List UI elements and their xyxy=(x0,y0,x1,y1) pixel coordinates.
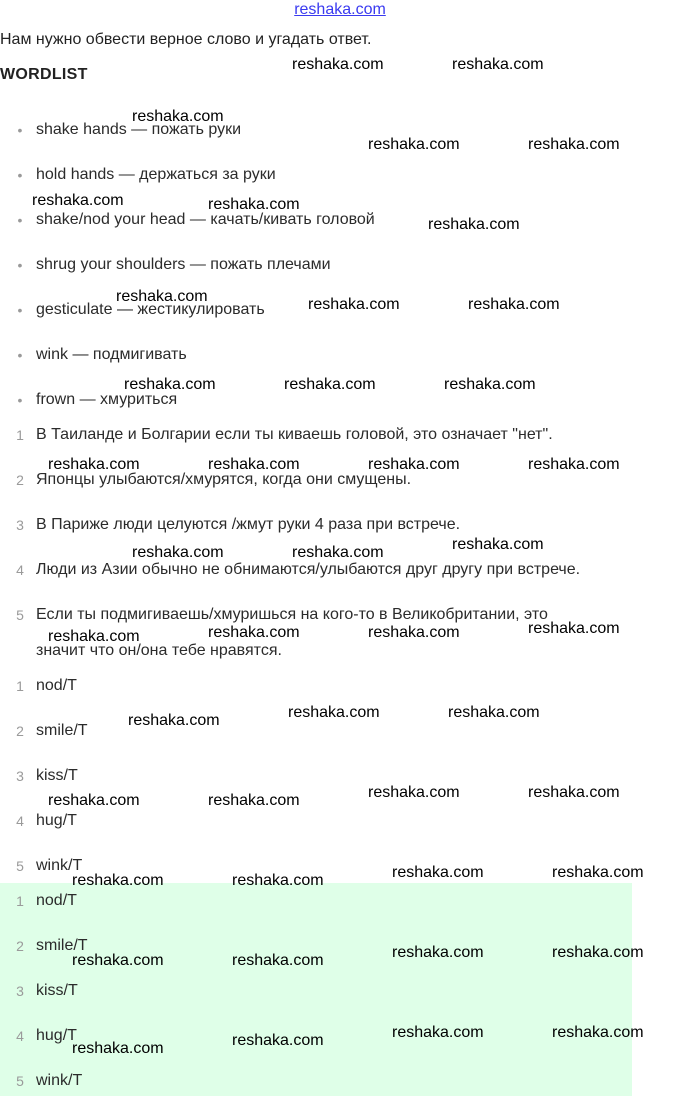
watermark: reshaka.com xyxy=(208,196,300,213)
watermark: reshaka.com xyxy=(72,952,164,969)
item-number: 5 xyxy=(16,1073,24,1089)
watermark: reshaka.com xyxy=(124,376,216,393)
watermark: reshaka.com xyxy=(32,192,124,209)
wordlist-item: hold hands — держаться за руки xyxy=(36,166,276,183)
answer-item: kiss/T xyxy=(36,767,78,784)
watermark: reshaka.com xyxy=(428,216,520,233)
item-number: 1 xyxy=(16,678,24,694)
item-number: 2 xyxy=(16,938,24,954)
watermark: reshaka.com xyxy=(552,864,644,881)
watermark: reshaka.com xyxy=(72,872,164,889)
watermark: reshaka.com xyxy=(528,784,620,801)
item-number: 5 xyxy=(16,607,24,623)
exercise-sentence: Люди из Азии обычно не обнимаются/улыбаются друг другу при встрече. xyxy=(36,561,581,578)
watermark: reshaka.com xyxy=(368,784,460,801)
answer-item: hug/T xyxy=(36,812,77,829)
watermark: reshaka.com xyxy=(452,536,544,553)
bullet-marker: • xyxy=(17,122,23,138)
watermark: reshaka.com xyxy=(48,628,140,645)
answer-key-item: nod/T xyxy=(36,892,77,909)
item-number: 1 xyxy=(16,427,24,443)
watermark: reshaka.com xyxy=(528,136,620,153)
item-number: 3 xyxy=(16,768,24,784)
watermark: reshaka.com xyxy=(368,136,460,153)
intro-text: Нам нужно обвести верное слово и угадать ответ. xyxy=(0,31,372,48)
watermark: reshaka.com xyxy=(308,296,400,313)
answer-item: nod/T xyxy=(36,677,77,694)
wordlist-item: shake/nod your head — качать/кивать головой xyxy=(36,211,375,228)
wordlist-item: shake hands — пожать руки xyxy=(36,121,242,138)
watermark: reshaka.com xyxy=(284,376,376,393)
watermark: reshaka.com xyxy=(132,108,224,125)
item-number: 4 xyxy=(16,1028,24,1044)
item-number: 5 xyxy=(16,858,24,874)
wordlist-heading: WORDLIST xyxy=(0,66,88,83)
exercise-sentence: В Париже люди целуются /жмут руки 4 раза при встрече. xyxy=(36,516,461,533)
watermark: reshaka.com xyxy=(128,712,220,729)
bullet-marker: • xyxy=(17,257,23,273)
answer-key-panel xyxy=(0,883,632,1096)
watermark: reshaka.com xyxy=(232,952,324,969)
answer-key-item: hug/T xyxy=(36,1027,77,1044)
wordlist-item: wink — подмигивать xyxy=(36,346,187,363)
watermark: reshaka.com xyxy=(552,1024,644,1041)
answer-key-item: smile/T xyxy=(36,937,88,954)
item-number: 2 xyxy=(16,723,24,739)
watermark: reshaka.com xyxy=(452,56,544,73)
watermark: reshaka.com xyxy=(132,544,224,561)
watermark: reshaka.com xyxy=(392,1024,484,1041)
watermark: reshaka.com xyxy=(72,1040,164,1057)
watermark: reshaka.com xyxy=(116,288,208,305)
wordlist-item: shrug your shoulders — пожать плечами xyxy=(36,256,331,273)
watermark: reshaka.com xyxy=(392,864,484,881)
watermark: reshaka.com xyxy=(444,376,536,393)
item-number: 3 xyxy=(16,983,24,999)
watermark: reshaka.com xyxy=(232,1032,324,1049)
watermark: reshaka.com xyxy=(48,792,140,809)
watermark: reshaka.com xyxy=(208,624,300,641)
watermark: reshaka.com xyxy=(528,620,620,637)
wordlist-item: frown — хмуриться xyxy=(36,391,178,408)
bullet-marker: • xyxy=(17,302,23,318)
watermark: reshaka.com xyxy=(392,944,484,961)
item-number: 1 xyxy=(16,893,24,909)
watermark: reshaka.com xyxy=(528,456,620,473)
watermark: reshaka.com xyxy=(232,872,324,889)
item-number: 4 xyxy=(16,813,24,829)
answer-key-item: kiss/T xyxy=(36,982,78,999)
bullet-marker: • xyxy=(17,167,23,183)
site-link[interactable]: reshaka.com xyxy=(294,1,386,18)
answer-key-item: wink/T xyxy=(36,1072,83,1089)
watermark: reshaka.com xyxy=(208,456,300,473)
watermark: reshaka.com xyxy=(208,792,300,809)
bullet-marker: • xyxy=(17,392,23,408)
watermark: reshaka.com xyxy=(48,456,140,473)
bullet-marker: • xyxy=(17,347,23,363)
bullet-marker: • xyxy=(17,212,23,228)
watermark: reshaka.com xyxy=(468,296,560,313)
watermark: reshaka.com xyxy=(552,944,644,961)
answer-item: wink/T xyxy=(36,857,83,874)
exercise-sentence: Если ты подмигиваешь/хмуришься на кого-то в Великобритании, это xyxy=(36,606,548,623)
item-number: 2 xyxy=(16,472,24,488)
exercise-sentence: Японцы улыбаются/хмурятся, когда они смущены. xyxy=(36,471,412,488)
item-number: 3 xyxy=(16,517,24,533)
watermark: reshaka.com xyxy=(368,456,460,473)
watermark: reshaka.com xyxy=(292,544,384,561)
item-number: 4 xyxy=(16,562,24,578)
watermark: reshaka.com xyxy=(448,704,540,721)
answer-item: smile/T xyxy=(36,722,88,739)
wordlist-item: gesticulate — жестикулировать xyxy=(36,301,265,318)
exercise-sentence-continued: значит что он/она тебе нравятся. xyxy=(36,642,282,659)
exercise-sentence: В Таиланде и Болгарии если ты киваешь головой, это означает "нет". xyxy=(36,426,553,443)
watermark: reshaka.com xyxy=(292,56,384,73)
watermark: reshaka.com xyxy=(288,704,380,721)
watermark: reshaka.com xyxy=(368,624,460,641)
